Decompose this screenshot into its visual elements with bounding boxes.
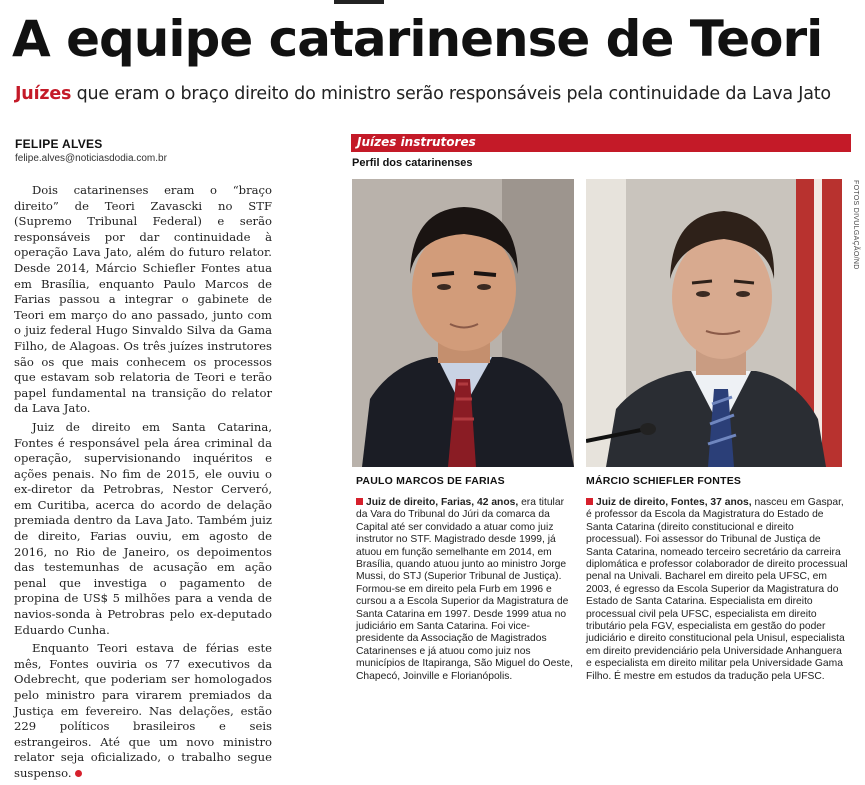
- author-email[interactable]: felipe.alves@noticiasdodia.com.br: [15, 153, 167, 164]
- portrait-right-image: [586, 179, 842, 467]
- section-label: Juízes instrutores: [357, 135, 476, 149]
- photo-paulo-marcos-de-farias: [352, 179, 574, 467]
- subhead-kicker: Juízes: [15, 84, 72, 104]
- article-paragraph: [14, 641, 272, 781]
- section-header-bar: [351, 134, 851, 152]
- profile-bio-left: [356, 497, 578, 683]
- bullet-square-icon: [356, 498, 363, 505]
- end-mark-icon: [75, 770, 82, 777]
- article-body: [14, 183, 272, 785]
- profile-name-right: MÁRCIO SCHIEFLER FONTES: [586, 475, 742, 487]
- bio-body: nasceu em Gaspar, é professor da Escola da Magistratura do Estado de Santa Catarina (direito constitucional e direito processual). Foi assessor do Tribunal de Justiça de Santa Catarina, nomeado terceiro secretário da carreira diplomática e professor colaborador de direito processual penal na Univali. Bacharel em direito pela UFSC, em 2003, é egresso da Escola Superior da Magistratura do Estado de Santa Catarina. Especialista em direito processual civil pela UFSC, especialista em direito tributário pela FGV, especialista em gestão do poder judiciário e direito constitucional pela Unisul, especialista em direito previdenciário pela Universidade Anhanguera e especialista em direito militar pela Universidade Gama Filho. É mestre em estudos da tradução pela UFSC.: [586, 497, 848, 682]
- subheadline: [15, 84, 831, 104]
- article-paragraph: Dois catarinenses eram o “braço direito” de Teori Zavascki no STF (Supremo Tribunal Federal) e serão responsáveis por dar continuidade à operação Lava Jato, além do futuro relator. Desde 2014, Márcio Schiefler Fontes atua em Brasília, enquanto Paulo Marcos de Farias passou a integrar o gabinete de Teori em março do ano passado, junto com o juiz federal Hugo Sinvaldo Silva da Gama Filho, de Alagoas. Os três juízes instrutores são os que mais conhecem os processos que estavam sob relatoria de Teori e terão papel fundamental na transição do relator da Lava Jato.: [14, 183, 272, 416]
- profile-name-left: PAULO MARCOS DE FARIAS: [356, 475, 505, 487]
- subhead-text: que eram o braço direito do ministro serão responsáveis pela continuidade da Lava Jato: [71, 84, 831, 104]
- bio-lead: Juiz de direito, Farias, 42 anos,: [366, 497, 519, 508]
- bio-body: era titular da Vara do Tribunal do Júri da comarca da Capital até ser convidado a atuar como juiz instrutor no STF. Magistrado desde 1999, já atuou em função semelhante em 2014, em Brasília, quando atuou junto ao ministro Jorge Mussi, do STJ (Superior Tribunal de Justiça). Formou-se em direito pela Furb em 1996 e cursou a a Escola Superior da Magistratura de Santa Catarina em 1997. Desde 1999 atua no judiciário em Santa Catarina. Foi vice-presidente da Associação de Magistrados Catarinenses e já atuou como juiz nos municípios de Itapiranga, São Miguel do Oeste, Chapecó, Joinville e Florianópolis.: [356, 497, 573, 682]
- top-rule: [334, 0, 384, 4]
- article-paragraph-text: Enquanto Teori estava de férias este mês, Fontes ouviria os 77 executivos da Odebrecht, que poderiam ser homologados pelo ministro para virarem premiados da Justiça em fevereiro. Nas delações, estão 229 políticos brasileiros e seis estrangeiros. Até que um novo ministro relator seja oficializado, o trabalho segue suspenso.: [14, 641, 272, 780]
- author-name: FELIPE ALVES: [15, 137, 103, 151]
- profile-bio-right: [586, 497, 848, 683]
- profile-title: Perfil dos catarinenses: [352, 157, 473, 169]
- article-paragraph: Juiz de direito em Santa Catarina, Fontes é responsável pela área criminal da operação, supervisionando inquéritos e ações penais. No fim de 2015, ele ouviu o ex-diretor da Petrobras, Nestor Cerveró, em Curitiba, acerca do acordo de delação premiada dentro da Lava Jato. Também juiz de direito, Farias ouviu, em agosto de 2016, no Rio de Janeiro, os depoimentos das testemunhas de acusação em ação penal que investiga o pagamento de propina de US$ 5 milhões para a venda de navios-sonda à Petrobras pelo ex-deputado Eduardo Cunha.: [14, 419, 272, 637]
- portrait-left-image: [352, 179, 574, 467]
- byline: [15, 137, 167, 164]
- photo-credit: FOTOS DIVULGAÇÃO/ND: [852, 180, 859, 270]
- headline: A equipe catarinense de Teori: [12, 10, 823, 68]
- photo-marcio-schiefler-fontes: [586, 179, 842, 467]
- bio-lead: Juiz de direito, Fontes, 37 anos,: [596, 497, 752, 508]
- bullet-square-icon: [586, 498, 593, 505]
